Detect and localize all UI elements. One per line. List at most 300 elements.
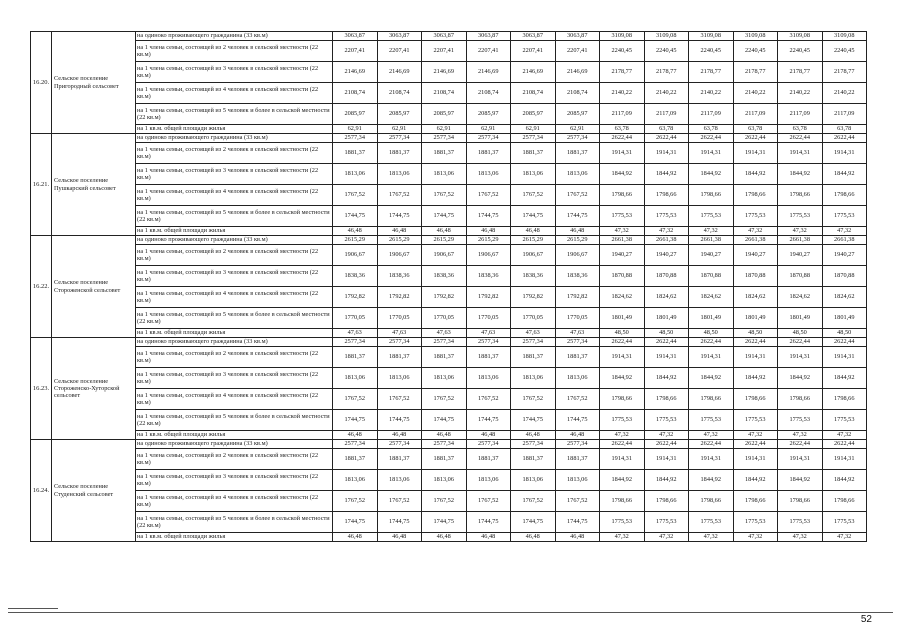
value-cell: 2615,29 — [555, 236, 600, 245]
value-cell: 2615,29 — [377, 236, 422, 245]
value-cell: 1881,37 — [511, 143, 556, 164]
value-cell: 1770,05 — [511, 308, 556, 329]
table-row — [31, 185, 867, 206]
value-cell: 62,91 — [333, 125, 378, 134]
value-cell: 1744,75 — [333, 206, 378, 227]
value-cell: 1906,67 — [333, 245, 378, 266]
settlement-name: Сельское поселение Стороженско-Хуторской сельсовет — [52, 338, 136, 440]
row-label: на 1 члена семьи, состоящей из 2 человек в сельской местности (22 кв.м) — [136, 449, 333, 470]
table-row — [31, 470, 867, 491]
value-cell: 3109,08 — [733, 32, 778, 41]
value-cell: 1813,06 — [511, 164, 556, 185]
value-cell: 1813,06 — [511, 470, 556, 491]
value-cell: 2108,74 — [466, 83, 511, 104]
table-row — [31, 227, 867, 236]
value-cell: 1870,88 — [644, 266, 689, 287]
row-label: на 1 члена семьи, состоящей из 3 человек в сельской местности (22 кв.м) — [136, 470, 333, 491]
value-cell: 47,32 — [689, 533, 734, 542]
row-label: на 1 кв.м. общей площади жилья — [136, 227, 333, 236]
value-cell: 1813,06 — [333, 470, 378, 491]
value-cell: 2661,38 — [644, 236, 689, 245]
table-row — [31, 32, 867, 41]
value-cell: 1767,52 — [422, 389, 467, 410]
table-row — [31, 449, 867, 470]
table-row — [31, 134, 867, 143]
value-cell: 2207,41 — [333, 41, 378, 62]
value-cell: 1767,52 — [555, 389, 600, 410]
value-cell: 63,78 — [600, 125, 645, 134]
value-cell: 2622,44 — [644, 440, 689, 449]
value-cell: 2140,22 — [689, 83, 734, 104]
value-cell: 46,48 — [466, 533, 511, 542]
value-cell: 47,32 — [600, 431, 645, 440]
value-cell: 1870,88 — [778, 266, 823, 287]
value-cell: 1792,82 — [377, 287, 422, 308]
value-cell: 1775,53 — [733, 410, 778, 431]
value-cell: 1914,31 — [600, 347, 645, 368]
value-cell: 2622,44 — [689, 338, 734, 347]
value-cell: 2661,38 — [600, 236, 645, 245]
value-cell: 1775,53 — [778, 206, 823, 227]
value-cell: 1798,66 — [778, 389, 823, 410]
value-cell: 2622,44 — [822, 134, 867, 143]
value-cell: 1775,53 — [733, 512, 778, 533]
value-cell: 47,63 — [333, 329, 378, 338]
settlement-name: Сельское поселение Стороженской сельсовет — [52, 236, 136, 338]
row-label: на одиноко проживающего гражданина (33 кв.м) — [136, 236, 333, 245]
value-cell: 47,32 — [644, 227, 689, 236]
table-row — [31, 512, 867, 533]
section-index: 16.20. — [31, 32, 52, 134]
row-label: на 1 кв.м. общей площади жилья — [136, 125, 333, 134]
value-cell: 1798,66 — [689, 185, 734, 206]
row-label: на одиноко проживающего гражданина (33 кв.м) — [136, 440, 333, 449]
value-cell: 47,32 — [689, 431, 734, 440]
value-cell: 3109,08 — [600, 32, 645, 41]
value-cell: 1914,31 — [733, 449, 778, 470]
value-cell: 47,32 — [644, 533, 689, 542]
value-cell: 47,32 — [600, 227, 645, 236]
value-cell: 1881,37 — [422, 449, 467, 470]
value-cell: 2577,34 — [422, 440, 467, 449]
value-cell: 1767,52 — [333, 389, 378, 410]
value-cell: 1775,53 — [733, 206, 778, 227]
value-cell: 2577,34 — [377, 338, 422, 347]
table-body — [31, 32, 867, 542]
value-cell: 1940,27 — [689, 245, 734, 266]
value-cell: 2117,09 — [778, 104, 823, 125]
value-cell: 2622,44 — [733, 338, 778, 347]
value-cell: 2615,29 — [333, 236, 378, 245]
value-cell: 1744,75 — [422, 512, 467, 533]
value-cell: 46,48 — [466, 227, 511, 236]
value-cell: 1775,53 — [778, 512, 823, 533]
value-cell: 46,48 — [466, 431, 511, 440]
housing-cost-table — [30, 31, 867, 542]
value-cell: 1824,62 — [778, 287, 823, 308]
value-cell: 2085,97 — [422, 104, 467, 125]
value-cell: 1770,05 — [422, 308, 467, 329]
value-cell: 1914,31 — [644, 449, 689, 470]
value-cell: 1775,53 — [644, 206, 689, 227]
row-label: на 1 члена семьи, состоящей из 3 человек в сельской местности (22 кв.м) — [136, 164, 333, 185]
value-cell: 1813,06 — [555, 470, 600, 491]
value-cell: 3063,87 — [555, 32, 600, 41]
value-cell: 1792,82 — [466, 287, 511, 308]
value-cell: 2146,69 — [422, 62, 467, 83]
value-cell: 1767,52 — [555, 491, 600, 512]
value-cell: 1914,31 — [733, 143, 778, 164]
value-cell: 2577,34 — [511, 338, 556, 347]
value-cell: 1824,62 — [644, 287, 689, 308]
value-cell: 1775,53 — [644, 512, 689, 533]
value-cell: 47,32 — [733, 227, 778, 236]
table-row — [31, 83, 867, 104]
value-cell: 46,48 — [555, 533, 600, 542]
value-cell: 2577,34 — [511, 440, 556, 449]
value-cell: 2577,34 — [466, 440, 511, 449]
value-cell: 62,91 — [377, 125, 422, 134]
value-cell: 2146,69 — [466, 62, 511, 83]
value-cell: 48,50 — [733, 329, 778, 338]
value-cell: 1798,66 — [689, 389, 734, 410]
value-cell: 46,48 — [422, 227, 467, 236]
value-cell: 1813,06 — [333, 368, 378, 389]
value-cell: 1844,92 — [644, 164, 689, 185]
value-cell: 1775,53 — [600, 512, 645, 533]
row-label: на 1 кв.м. общей площади жилья — [136, 431, 333, 440]
value-cell: 1744,75 — [511, 410, 556, 431]
value-cell: 2178,77 — [778, 62, 823, 83]
value-cell: 2240,45 — [733, 41, 778, 62]
table-row — [31, 125, 867, 134]
value-cell: 2207,41 — [466, 41, 511, 62]
value-cell: 2140,22 — [600, 83, 645, 104]
value-cell: 1914,31 — [644, 143, 689, 164]
table-row — [31, 206, 867, 227]
value-cell: 1940,27 — [733, 245, 778, 266]
value-cell: 1744,75 — [466, 512, 511, 533]
table-row — [31, 368, 867, 389]
value-cell: 47,32 — [644, 431, 689, 440]
value-cell: 2577,34 — [466, 134, 511, 143]
value-cell: 2108,74 — [555, 83, 600, 104]
value-cell: 2178,77 — [822, 62, 867, 83]
value-cell: 1881,37 — [466, 143, 511, 164]
value-cell: 1798,66 — [644, 491, 689, 512]
value-cell: 2117,09 — [822, 104, 867, 125]
value-cell: 2622,44 — [733, 440, 778, 449]
value-cell: 3109,08 — [644, 32, 689, 41]
value-cell: 2622,44 — [600, 134, 645, 143]
value-cell: 1844,92 — [689, 368, 734, 389]
value-cell: 1770,05 — [555, 308, 600, 329]
value-cell: 1881,37 — [555, 449, 600, 470]
row-label: на 1 члена семьи, состоящей из 5 человек и более в сельской местности (22 кв.м) — [136, 410, 333, 431]
value-cell: 47,32 — [689, 227, 734, 236]
value-cell: 1824,62 — [822, 287, 867, 308]
table-row — [31, 440, 867, 449]
value-cell: 2085,97 — [377, 104, 422, 125]
value-cell: 1844,92 — [778, 470, 823, 491]
value-cell: 1881,37 — [377, 143, 422, 164]
value-cell: 1838,36 — [511, 266, 556, 287]
value-cell: 2661,38 — [689, 236, 734, 245]
value-cell: 1801,49 — [778, 308, 823, 329]
value-cell: 2622,44 — [822, 338, 867, 347]
value-cell: 2146,69 — [555, 62, 600, 83]
value-cell: 1775,53 — [600, 410, 645, 431]
value-cell: 2577,34 — [466, 338, 511, 347]
row-label: на 1 кв.м. общей площади жилья — [136, 329, 333, 338]
value-cell: 1801,49 — [822, 308, 867, 329]
value-cell: 2140,22 — [644, 83, 689, 104]
value-cell: 1844,92 — [822, 164, 867, 185]
value-cell: 1813,06 — [555, 164, 600, 185]
value-cell: 1914,31 — [778, 347, 823, 368]
value-cell: 1813,06 — [555, 368, 600, 389]
value-cell: 1775,53 — [689, 512, 734, 533]
table-row — [31, 104, 867, 125]
value-cell: 1844,92 — [778, 368, 823, 389]
value-cell: 2140,22 — [778, 83, 823, 104]
value-cell: 1813,06 — [422, 368, 467, 389]
section-index: 16.21. — [31, 134, 52, 236]
value-cell: 62,91 — [466, 125, 511, 134]
value-cell: 1813,06 — [333, 164, 378, 185]
value-cell: 2207,41 — [555, 41, 600, 62]
table-row — [31, 245, 867, 266]
value-cell: 2108,74 — [377, 83, 422, 104]
value-cell: 2577,34 — [511, 134, 556, 143]
value-cell: 2577,34 — [555, 338, 600, 347]
table-row — [31, 308, 867, 329]
value-cell: 2622,44 — [600, 338, 645, 347]
value-cell: 1792,82 — [422, 287, 467, 308]
value-cell: 1798,66 — [822, 185, 867, 206]
value-cell: 47,32 — [822, 533, 867, 542]
value-cell: 1838,36 — [555, 266, 600, 287]
value-cell: 1914,31 — [689, 143, 734, 164]
value-cell: 46,48 — [555, 431, 600, 440]
value-cell: 1940,27 — [644, 245, 689, 266]
value-cell: 1881,37 — [333, 143, 378, 164]
value-cell: 1798,66 — [600, 491, 645, 512]
value-cell: 1813,06 — [466, 164, 511, 185]
value-cell: 1906,67 — [377, 245, 422, 266]
value-cell: 1798,66 — [600, 389, 645, 410]
value-cell: 1813,06 — [466, 470, 511, 491]
value-cell: 1914,31 — [689, 347, 734, 368]
value-cell: 1838,36 — [466, 266, 511, 287]
value-cell: 2117,09 — [733, 104, 778, 125]
value-cell: 2622,44 — [733, 134, 778, 143]
value-cell: 1744,75 — [377, 512, 422, 533]
value-cell: 1775,53 — [822, 512, 867, 533]
row-label: на 1 члена семьи, состоящей из 2 человек в сельской местности (22 кв.м) — [136, 143, 333, 164]
row-label: на 1 члена семьи, состоящей из 4 человек в сельской местности (22 кв.м) — [136, 185, 333, 206]
value-cell: 1767,52 — [466, 389, 511, 410]
value-cell: 1792,82 — [333, 287, 378, 308]
value-cell: 1767,52 — [511, 389, 556, 410]
value-cell: 1767,52 — [333, 491, 378, 512]
value-cell: 47,32 — [822, 431, 867, 440]
value-cell: 1792,82 — [555, 287, 600, 308]
row-label: на одиноко проживающего гражданина (33 кв.м) — [136, 134, 333, 143]
table-row — [31, 389, 867, 410]
value-cell: 1775,53 — [778, 410, 823, 431]
value-cell: 1801,49 — [689, 308, 734, 329]
value-cell: 47,63 — [466, 329, 511, 338]
value-cell: 2240,45 — [822, 41, 867, 62]
value-cell: 2661,38 — [822, 236, 867, 245]
value-cell: 1770,05 — [333, 308, 378, 329]
row-label: на 1 члена семьи, состоящей из 5 человек и более в сельской местности (22 кв.м) — [136, 308, 333, 329]
value-cell: 1798,66 — [778, 185, 823, 206]
value-cell: 2577,34 — [333, 440, 378, 449]
value-cell: 1775,53 — [822, 206, 867, 227]
value-cell: 1824,62 — [733, 287, 778, 308]
value-cell: 1767,52 — [333, 185, 378, 206]
value-cell: 3063,87 — [377, 32, 422, 41]
value-cell: 47,32 — [778, 431, 823, 440]
value-cell: 2622,44 — [778, 338, 823, 347]
value-cell: 1881,37 — [333, 347, 378, 368]
value-cell: 63,78 — [822, 125, 867, 134]
value-cell: 46,48 — [377, 533, 422, 542]
value-cell: 2615,29 — [466, 236, 511, 245]
value-cell: 1767,52 — [377, 389, 422, 410]
value-cell: 3109,08 — [689, 32, 734, 41]
value-cell: 46,48 — [422, 431, 467, 440]
value-cell: 48,50 — [778, 329, 823, 338]
value-cell: 3109,08 — [778, 32, 823, 41]
value-cell: 1881,37 — [377, 449, 422, 470]
value-cell: 1767,52 — [377, 185, 422, 206]
value-cell: 47,32 — [778, 227, 823, 236]
value-cell: 1914,31 — [600, 143, 645, 164]
value-cell: 2577,34 — [555, 440, 600, 449]
value-cell: 1767,52 — [466, 185, 511, 206]
value-cell: 1775,53 — [600, 206, 645, 227]
value-cell: 62,91 — [555, 125, 600, 134]
value-cell: 47,32 — [600, 533, 645, 542]
value-cell: 2178,77 — [689, 62, 734, 83]
table-row — [31, 329, 867, 338]
value-cell: 2661,38 — [733, 236, 778, 245]
value-cell: 1914,31 — [689, 449, 734, 470]
value-cell: 3063,87 — [333, 32, 378, 41]
value-cell: 1838,36 — [422, 266, 467, 287]
footer-rule — [8, 612, 893, 613]
value-cell: 1767,52 — [555, 185, 600, 206]
value-cell: 63,78 — [733, 125, 778, 134]
value-cell: 1940,27 — [822, 245, 867, 266]
row-label: на одиноко проживающего гражданина (33 кв.м) — [136, 32, 333, 41]
value-cell: 1881,37 — [466, 449, 511, 470]
value-cell: 1844,92 — [644, 470, 689, 491]
table-row — [31, 143, 867, 164]
value-cell: 1744,75 — [511, 512, 556, 533]
value-cell: 2577,34 — [555, 134, 600, 143]
table-row — [31, 491, 867, 512]
value-cell: 1844,92 — [689, 164, 734, 185]
row-label: на 1 члена семьи, состоящей из 4 человек в сельской местности (22 кв.м) — [136, 389, 333, 410]
value-cell: 1770,05 — [377, 308, 422, 329]
value-cell: 2117,09 — [600, 104, 645, 125]
value-cell: 1798,66 — [733, 389, 778, 410]
value-cell: 1813,06 — [377, 368, 422, 389]
value-cell: 1881,37 — [511, 449, 556, 470]
value-cell: 1775,53 — [689, 206, 734, 227]
value-cell: 1767,52 — [377, 491, 422, 512]
value-cell: 1813,06 — [377, 164, 422, 185]
value-cell: 1844,92 — [733, 470, 778, 491]
value-cell: 1767,52 — [422, 491, 467, 512]
value-cell: 2577,34 — [422, 338, 467, 347]
value-cell: 1881,37 — [377, 347, 422, 368]
value-cell: 1844,92 — [733, 164, 778, 185]
value-cell: 1906,67 — [466, 245, 511, 266]
value-cell: 46,48 — [511, 227, 556, 236]
value-cell: 47,63 — [555, 329, 600, 338]
value-cell: 1744,75 — [377, 410, 422, 431]
value-cell: 1744,75 — [511, 206, 556, 227]
value-cell: 1844,92 — [689, 470, 734, 491]
value-cell: 1744,75 — [333, 410, 378, 431]
value-cell: 1844,92 — [822, 470, 867, 491]
table-row — [31, 347, 867, 368]
value-cell: 1844,92 — [644, 368, 689, 389]
value-cell: 1801,49 — [644, 308, 689, 329]
table-row — [31, 41, 867, 62]
value-cell: 2240,45 — [778, 41, 823, 62]
value-cell: 1914,31 — [778, 449, 823, 470]
value-cell: 1798,66 — [733, 185, 778, 206]
value-cell: 1813,06 — [511, 368, 556, 389]
value-cell: 2146,69 — [333, 62, 378, 83]
value-cell: 1813,06 — [466, 368, 511, 389]
value-cell: 3063,87 — [466, 32, 511, 41]
value-cell: 1775,53 — [689, 410, 734, 431]
value-cell: 63,78 — [778, 125, 823, 134]
value-cell: 1906,67 — [422, 245, 467, 266]
section-index: 16.23. — [31, 338, 52, 440]
table-row — [31, 410, 867, 431]
value-cell: 1798,66 — [822, 491, 867, 512]
value-cell: 62,91 — [422, 125, 467, 134]
value-cell: 1744,75 — [555, 206, 600, 227]
value-cell: 2577,34 — [377, 134, 422, 143]
value-cell: 62,91 — [511, 125, 556, 134]
value-cell: 1801,49 — [733, 308, 778, 329]
value-cell: 2577,34 — [333, 134, 378, 143]
value-cell: 1881,37 — [466, 347, 511, 368]
value-cell: 2577,34 — [377, 440, 422, 449]
value-cell: 1838,36 — [377, 266, 422, 287]
value-cell: 2178,77 — [644, 62, 689, 83]
value-cell: 1813,06 — [422, 470, 467, 491]
value-cell: 1798,66 — [689, 491, 734, 512]
value-cell: 2085,97 — [511, 104, 556, 125]
value-cell: 1870,88 — [689, 266, 734, 287]
value-cell: 2240,45 — [600, 41, 645, 62]
value-cell: 1824,62 — [600, 287, 645, 308]
value-cell: 1940,27 — [600, 245, 645, 266]
value-cell: 2661,38 — [778, 236, 823, 245]
table-row — [31, 236, 867, 245]
value-cell: 1881,37 — [422, 143, 467, 164]
